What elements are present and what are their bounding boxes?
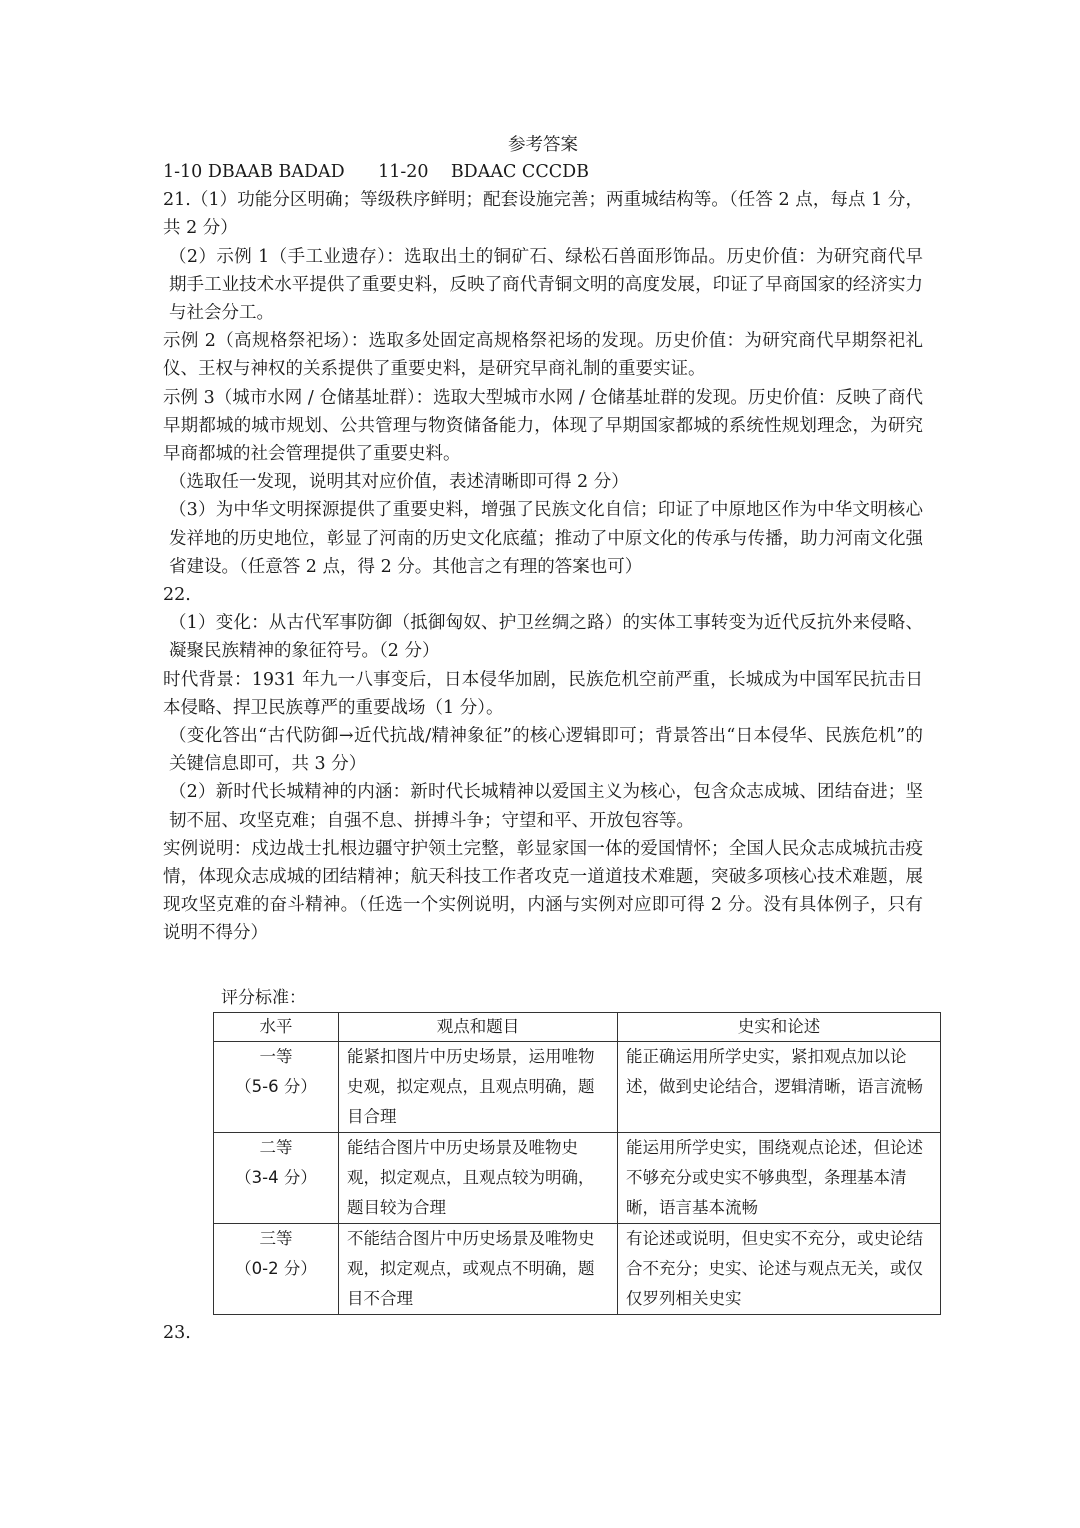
- header-argument: 史实和论述: [618, 1013, 941, 1042]
- answer-document: [163, 132, 923, 948]
- multiple-choice-answers: [163, 158, 923, 186]
- q22-part1-background: 时代背景：1931 年九一八事变后，日本侵华加剧，民族危机空前严重，长城成为中国军民抗击日本侵略、捍卫民族尊严的重要战场（1 分）。: [163, 669, 923, 718]
- rubric-argument-cell: 有论述或说明，但史实不充分，或史论结合不充分；史实、论述与观点无关，或仅仅罗列相关史实: [618, 1224, 941, 1315]
- range-1-10: 1-10: [163, 162, 203, 182]
- rubric-row: [214, 1224, 941, 1315]
- range-11-20: 11-20: [378, 162, 429, 182]
- rubric-viewpoint-cell: 不能结合图片中历史场景及唯物史观，拟定观点，或观点不明确，题目不合理: [339, 1224, 618, 1315]
- q21-part2-example1: （2）示例 1（手工业遗存）：选取出土的铜矿石、绿松石兽面形饰品。历史价值：为研究商代早期手工业技术水平提供了重要史料，反映了商代青铜文明的高度发展，印证了早商国家的经济实力与社会分工。: [169, 246, 923, 324]
- level-score: （0-2 分）: [235, 1259, 317, 1278]
- q21-part3: （3）为中华文明探源提供了重要史料，增强了民族文化自信；印证了中原地区作为中华文明核心发祥地的历史地位，彰显了河南的历史文化底蕴；推动了中原文化的传承与传播，助力河南文化强省建设。（任意答 2 点，得 2 分。其他言之有理的答案也可）: [169, 500, 923, 577]
- rubric-header-row: [214, 1013, 941, 1042]
- level-name: 二等: [259, 1138, 293, 1157]
- header-level: 水平: [214, 1013, 339, 1042]
- q22-part2-examples: 实例说明：戍边战士扎根边疆守护领土完整，彰显家国一体的爱国情怀；全国人民众志成城抗击疫情，体现众志成城的团结精神；航天科技工作者攻克一道道技术难题，突破多项核心技术难题，展现攻坚克难的奋斗精神。（任选一个实例说明，内涵与实例对应即可得 2 分。没有具体例子，只有说明不得分）: [163, 838, 923, 944]
- keys-1-10: DBAAB BADAD: [207, 162, 345, 182]
- q23-number: 23.: [163, 1323, 191, 1343]
- q22-number: 22.: [163, 585, 191, 606]
- q21-part1: 21.（1）功能分区明确；等级秩序鲜明；配套设施完善；两重城结构等。（任答 2 点，每点 1 分，共 2 分）: [163, 190, 923, 239]
- level-score: （5-6 分）: [235, 1077, 317, 1096]
- q22-part1-note: （变化答出“古代防御→近代抗战/精神象征”的核心逻辑即可；背景答出“日本侵华、民族危机”的关键信息即可，共 3 分）: [169, 726, 923, 775]
- header-viewpoint: 观点和题目: [339, 1013, 618, 1042]
- rubric-row: [214, 1042, 941, 1133]
- rubric-argument-cell: 能运用所学史实，围绕观点论述，但论述不够充分或史实不够典型，条理基本清晰，语言基本流畅: [618, 1133, 941, 1224]
- rubric-table: [213, 1012, 941, 1315]
- q21-part2-example2: 示例 2（高规格祭祀场）：选取多处固定高规格祭祀场的发现。历史价值：为研究商代早期祭祀礼仪、王权与神权的关系提供了重要史料，是研究早商礼制的重要实证。: [163, 331, 923, 380]
- rubric-row: [214, 1133, 941, 1224]
- q22-part1-change: （1）变化：从古代军事防御（抵御匈奴、护卫丝绸之路）的实体工事转变为近代反抗外来侵略、凝聚民族精神的象征符号。（2 分）: [169, 613, 923, 662]
- rubric-level-cell: [214, 1224, 339, 1315]
- level-score: （3-4 分）: [235, 1168, 317, 1187]
- rubric-level-cell: [214, 1042, 339, 1133]
- scoring-standard: [213, 986, 941, 1315]
- q21-part2-note: （选取任一发现，说明其对应价值，表述清晰即可得 2 分）: [169, 472, 629, 493]
- rubric-viewpoint-cell: 能结合图片中历史场景及唯物史观，拟定观点，且观点较为明确，题目较为合理: [339, 1133, 618, 1224]
- q22-part2-connotation: （2）新时代长城精神的内涵：新时代长城精神以爱国主义为核心，包含众志成城、团结奋进；坚韧不屈、攻坚克难；自强不息、拼搏斗争；守望和平、开放包容等。: [169, 782, 923, 831]
- page-title: 参考答案: [508, 135, 578, 155]
- rubric-level-cell: [214, 1133, 339, 1224]
- keys-11-20: BDAAC CCCDB: [450, 162, 589, 182]
- rubric-viewpoint-cell: 能紧扣图片中历史场景，运用唯物史观，拟定观点，且观点明确，题目合理: [339, 1042, 618, 1133]
- scoring-label: 评分标准：: [221, 988, 306, 1008]
- level-name: 三等: [259, 1229, 293, 1248]
- q21-part2-example3: 示例 3（城市水网 / 仓储基址群）：选取大型城市水网 / 仓储基址群的发现。历史价值：反映了商代早期都城的城市规划、公共管理与物资储备能力，体现了早期国家都城的系统性规划理念，为研究早商都城的社会管理提供了重要史料。: [163, 387, 923, 465]
- level-name: 一等: [259, 1047, 293, 1066]
- rubric-argument-cell: 能正确运用所学史实，紧扣观点加以论述，做到史论结合，逻辑清晰，语言流畅: [618, 1042, 941, 1133]
